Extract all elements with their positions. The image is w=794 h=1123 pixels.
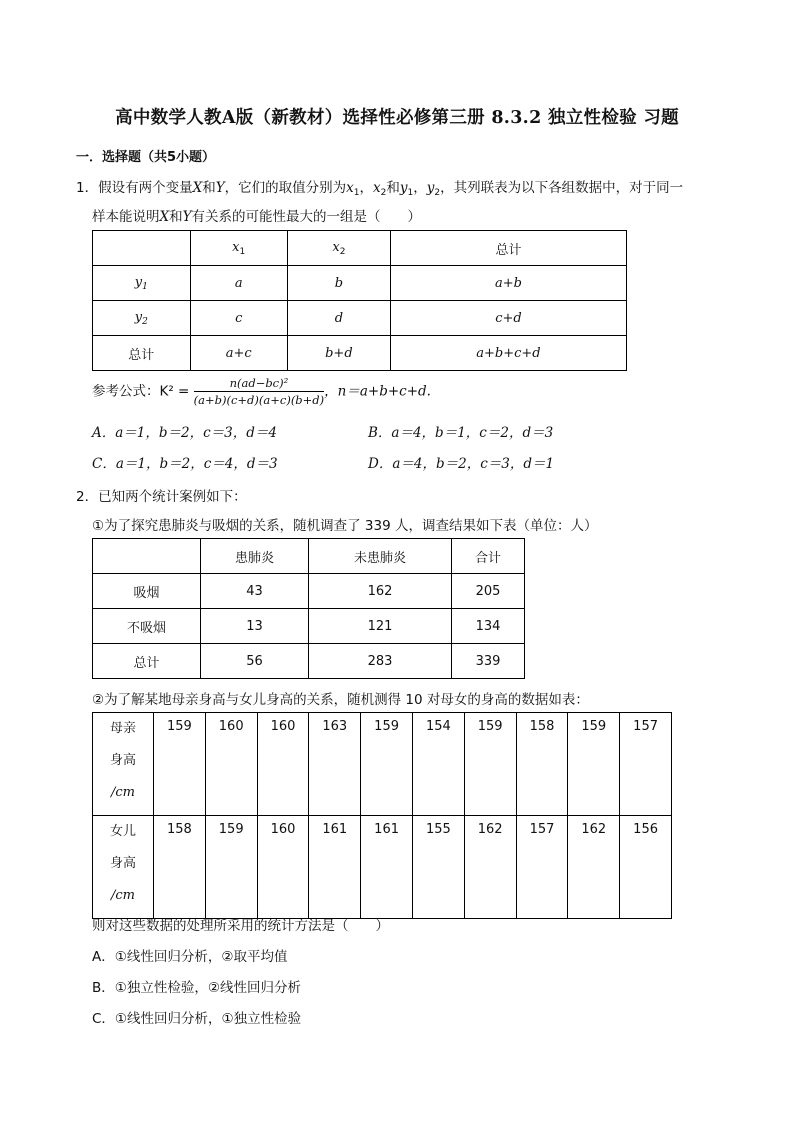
table-cell: $x_1$ xyxy=(190,231,287,266)
table-cell: c+d xyxy=(390,301,626,336)
table-cell: 总计 xyxy=(390,231,626,266)
section-heading: 一．选择题（共5小题） xyxy=(76,150,216,165)
document-title: 高中数学人教A版（新教材）选择性必修第三册 8.3.2 独立性检验 习题 xyxy=(115,108,679,128)
table-cell: 总计 xyxy=(93,644,201,679)
q2-intro: 2．已知两个统计案例如下： xyxy=(76,489,247,505)
table-cell: b xyxy=(287,266,390,301)
table-cell: 160 xyxy=(257,713,309,816)
table-cell: 154 xyxy=(412,713,464,816)
q2-height-table xyxy=(92,712,672,919)
q1-option-d[interactable]: D．a＝4，b＝2，c＝3，d＝1 xyxy=(368,456,555,472)
q1-option-b[interactable]: B．a＝4，b＝1，c＝2，d＝3 xyxy=(368,425,554,441)
table-cell: 159 xyxy=(464,713,516,816)
q2-case1: ①为了探究患肺炎与吸烟的关系，随机调查了 339 人，调查结果如下表（单位：人） xyxy=(92,518,598,534)
table-cell: $y_2$ xyxy=(93,301,191,336)
table-cell: d xyxy=(287,301,390,336)
table-cell: 158 xyxy=(516,713,568,816)
q2-smoking-table xyxy=(92,538,525,679)
table-cell: 162 xyxy=(568,816,620,919)
table-cell xyxy=(93,231,191,266)
table-cell: 162 xyxy=(464,816,516,919)
table-cell: 159 xyxy=(568,713,620,816)
q1-line2: 样本能说明X和Y有关系的可能性最大的一组是（ ） xyxy=(92,209,422,225)
table-cell: 339 xyxy=(452,644,525,679)
table-cell: a xyxy=(190,266,287,301)
table-row xyxy=(93,644,525,679)
table-row-header: 女儿 身高 /cm xyxy=(93,816,154,919)
table-cell: 162 xyxy=(309,574,452,609)
table-cell: 合计 xyxy=(452,539,525,574)
q1-option-c[interactable]: C．a＝1，b＝2，c＝4，d＝3 xyxy=(92,456,278,472)
table-cell: 43 xyxy=(201,574,309,609)
table-row xyxy=(93,609,525,644)
table-cell: 159 xyxy=(205,816,257,919)
table-cell: 157 xyxy=(620,713,672,816)
table-cell: 163 xyxy=(309,713,361,816)
table-cell: 121 xyxy=(309,609,452,644)
q1-line1: 1．假设有两个变量X和Y，它们的取值分别为$x_1$，$x_2$和$y_1$，$y_2$，其列联表为以下各组数据中，对于同一 xyxy=(76,180,684,198)
table-cell: 205 xyxy=(452,574,525,609)
table-cell: 158 xyxy=(154,816,206,919)
table-cell: 134 xyxy=(452,609,525,644)
table-row xyxy=(93,301,627,336)
table-cell: 155 xyxy=(412,816,464,919)
table-cell: 157 xyxy=(516,816,568,919)
table-row xyxy=(93,336,627,371)
table-cell: 160 xyxy=(257,816,309,919)
table-cell: a+c xyxy=(190,336,287,371)
table-cell: 吸烟 xyxy=(93,574,201,609)
table-cell: 159 xyxy=(361,713,413,816)
table-cell: 161 xyxy=(361,816,413,919)
table-cell: 不吸烟 xyxy=(93,609,201,644)
q2-case2: ②为了解某地母亲身高与女儿身高的关系，随机测得 10 对母女的身高的数据如表： xyxy=(92,692,589,708)
table-cell: 159 xyxy=(154,713,206,816)
table-row-header: 母亲 身高 /cm xyxy=(93,713,154,816)
q1-contingency-table xyxy=(92,230,627,371)
table-cell: $y_1$ xyxy=(93,266,191,301)
table-cell: $x_2$ xyxy=(287,231,390,266)
table-cell: a+b xyxy=(390,266,626,301)
table-cell: 161 xyxy=(309,816,361,919)
q2-option-a[interactable]: A．①线性回归分析，②取平均值 xyxy=(92,949,288,965)
table-cell: 13 xyxy=(201,609,309,644)
table-row xyxy=(93,231,627,266)
table-row xyxy=(93,539,525,574)
table-cell: 患肺炎 xyxy=(201,539,309,574)
table-row xyxy=(93,574,525,609)
table-cell: a+b+c+d xyxy=(390,336,626,371)
table-cell: 156 xyxy=(620,816,672,919)
table-cell: b+d xyxy=(287,336,390,371)
table-cell: 283 xyxy=(309,644,452,679)
table-row xyxy=(93,816,672,919)
table-row xyxy=(93,713,672,816)
q1-option-a[interactable]: A．a＝1，b＝2，c＝3，d＝4 xyxy=(92,425,277,441)
table-cell: c xyxy=(190,301,287,336)
table-row xyxy=(93,266,627,301)
q2-option-b[interactable]: B．①独立性检验，②线性回归分析 xyxy=(92,980,301,996)
formula-fraction: $\frac{\text{n(ad−bc)²}}{(a+b)(c+d)(a+c)(b+d)}$ xyxy=(193,376,325,407)
table-cell: 160 xyxy=(205,713,257,816)
q2-option-c[interactable]: C．①线性回归分析，①独立性检验 xyxy=(92,1011,302,1027)
q2-question: 则对这些数据的处理所采用的统计方法是（ ） xyxy=(92,918,389,934)
table-cell: 未患肺炎 xyxy=(309,539,452,574)
table-cell: 总计 xyxy=(93,336,191,371)
table-cell xyxy=(93,539,201,574)
q1-formula: 参考公式：K² = $\frac{\text{n(ad−bc)²}}{(a+b)(c+d)(a+c)(b+d)}$ ，n＝a+b+c+d. xyxy=(92,376,431,407)
table-cell: 56 xyxy=(201,644,309,679)
